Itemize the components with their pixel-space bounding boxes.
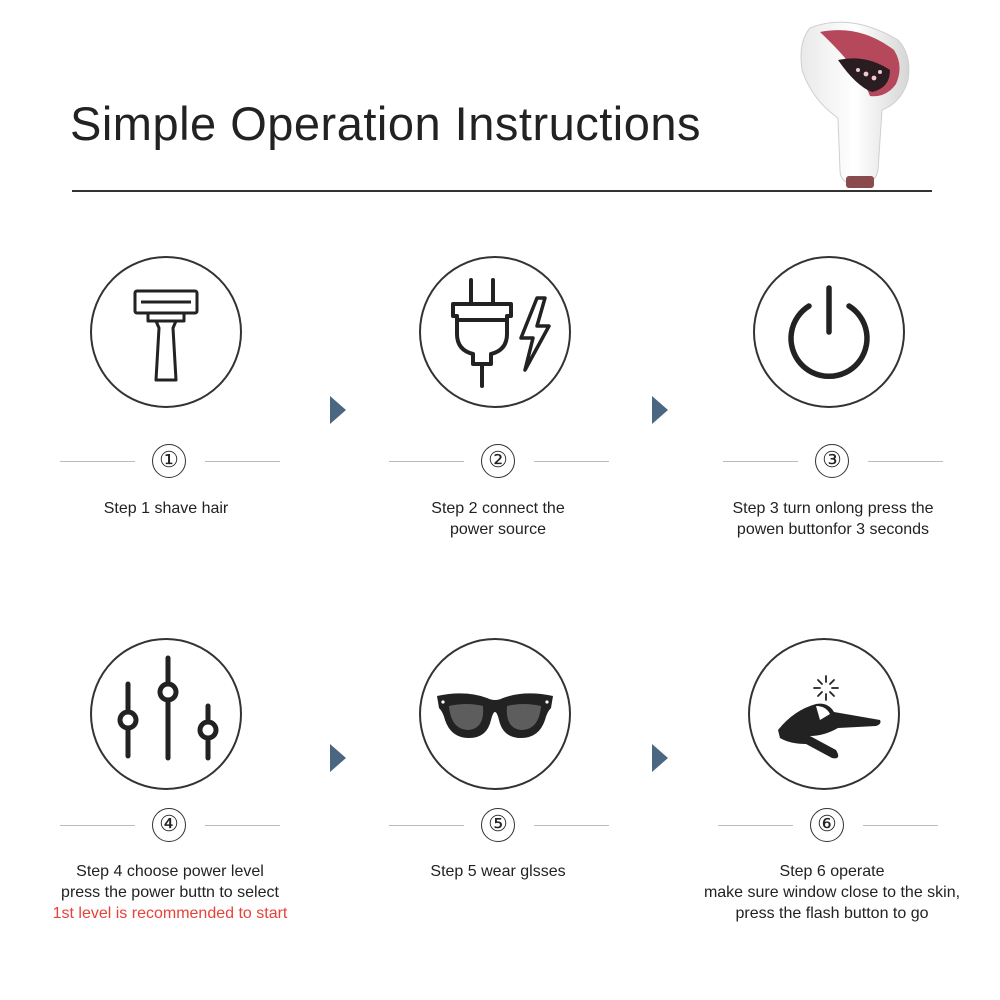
step-4-number-row	[60, 808, 280, 844]
step-number: ③	[815, 444, 849, 478]
divider-line	[534, 825, 609, 826]
caption-line: make sure window close to the skin,	[703, 884, 961, 901]
step-2-number-row	[389, 444, 609, 480]
leg-flash-icon	[750, 640, 898, 788]
title-divider	[72, 190, 932, 192]
sliders-icon	[92, 640, 240, 788]
step-3-icon-circle	[753, 256, 905, 408]
product-device-image	[790, 10, 920, 190]
sunglasses-icon	[421, 640, 569, 788]
step-number: ①	[152, 444, 186, 478]
caption-line: powen buttonfor 3 seconds	[736, 521, 930, 538]
step-number: ④	[152, 808, 186, 842]
divider-line	[389, 825, 464, 826]
divider-line	[868, 461, 943, 462]
next-arrow-icon	[652, 744, 668, 772]
divider-line	[205, 825, 280, 826]
step-5-icon-circle	[419, 638, 571, 790]
divider-line	[863, 825, 938, 826]
power-button-icon	[755, 258, 903, 406]
step-5-number-row	[389, 808, 609, 844]
step-1-caption	[6, 498, 326, 519]
caption-line: Step 2 connect the	[431, 500, 565, 517]
caption-line: press the flash button to go	[735, 905, 929, 922]
divider-line	[723, 461, 798, 462]
caption-highlight: 1st level is recommended to start	[52, 905, 288, 922]
divider-line	[534, 461, 609, 462]
divider-line	[60, 825, 135, 826]
step-number: ⑤	[481, 808, 515, 842]
step-6-number-row	[718, 808, 938, 844]
step-number: ⑥	[810, 808, 844, 842]
step-6-caption	[664, 861, 1000, 924]
caption-line: Step 6 operate	[779, 863, 885, 880]
step-2-icon-circle	[419, 256, 571, 408]
power-plug-icon	[421, 258, 569, 406]
caption-line: Step 5 wear glsses	[430, 863, 566, 880]
caption-line: press the power buttn to select	[61, 884, 279, 901]
caption-line: Step 4 choose power level	[76, 863, 264, 880]
divider-line	[718, 825, 793, 826]
caption-line: Step 3 turn onlong press the	[732, 500, 934, 517]
next-arrow-icon	[330, 396, 346, 424]
step-4-caption	[0, 861, 340, 924]
step-1-number-row	[60, 444, 280, 480]
step-number: ②	[481, 444, 515, 478]
step-2-caption	[338, 498, 658, 540]
divider-line	[205, 461, 280, 462]
step-4-icon-circle	[90, 638, 242, 790]
step-1-icon-circle	[90, 256, 242, 408]
page-title: Simple Operation Instructions	[70, 97, 702, 150]
caption-line: Step 1 shave hair	[103, 500, 229, 517]
divider-line	[60, 461, 135, 462]
step-5-caption	[338, 861, 658, 882]
step-3-number-row	[723, 444, 943, 480]
step-3-caption	[673, 498, 993, 540]
next-arrow-icon	[652, 396, 668, 424]
step-6-icon-circle	[748, 638, 900, 790]
next-arrow-icon	[330, 744, 346, 772]
razor-icon	[92, 258, 240, 406]
divider-line	[389, 461, 464, 462]
caption-line: power source	[449, 521, 547, 538]
